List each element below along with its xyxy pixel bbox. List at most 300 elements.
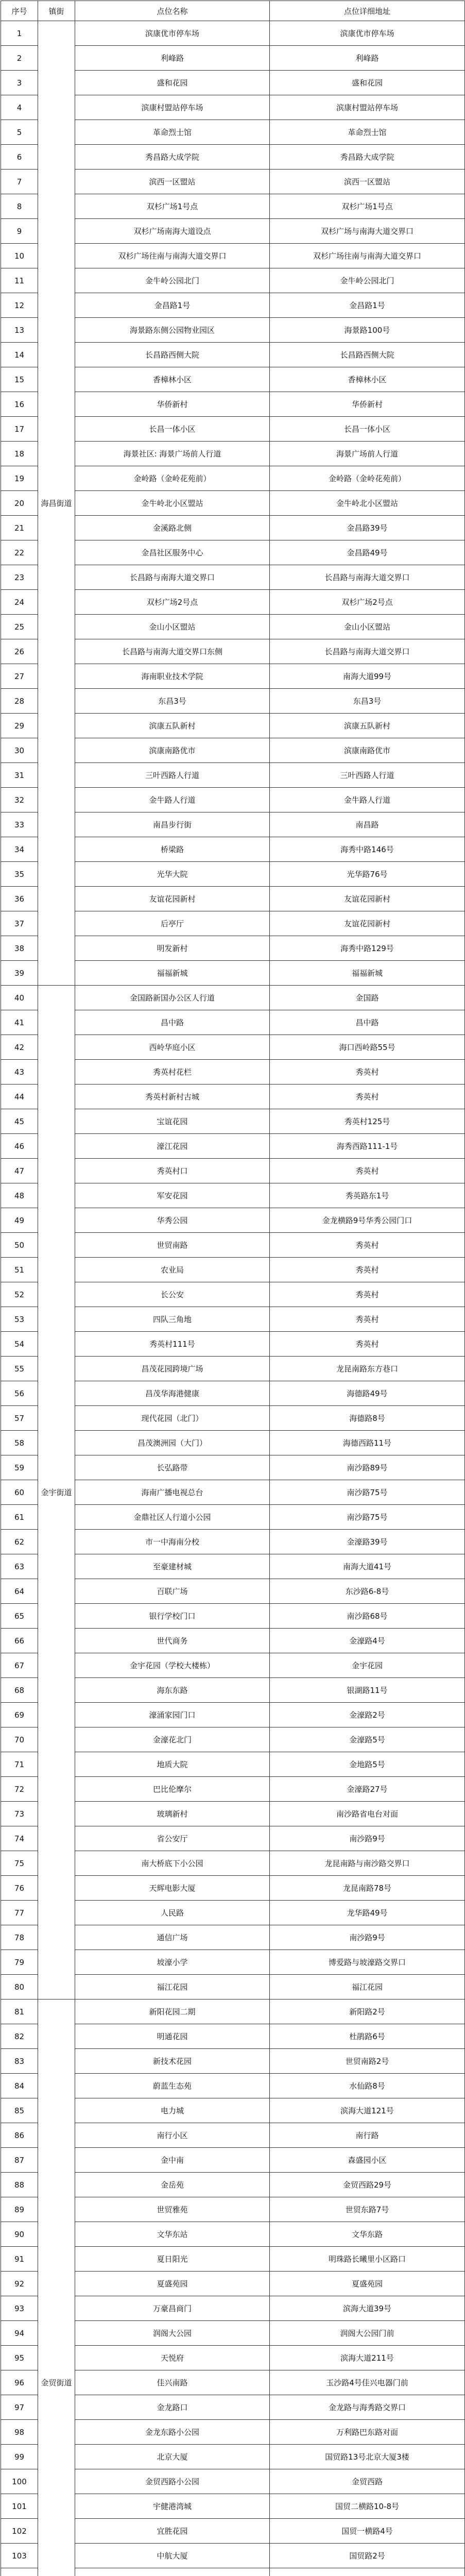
row-index: 101 bbox=[1, 2494, 38, 2519]
town-cell: 金宇街道 bbox=[38, 986, 75, 1999]
point-name: 金中南 bbox=[75, 2148, 270, 2173]
point-address: 国贸路13号北京大厦3楼 bbox=[270, 2445, 465, 2469]
point-address: 秀英路东1号 bbox=[270, 1183, 465, 1208]
row-index: 38 bbox=[1, 936, 38, 961]
point-address: 秀英村 bbox=[270, 1084, 465, 1109]
row-index: 8 bbox=[1, 194, 38, 219]
point-address: 金牛岭公园北门 bbox=[270, 268, 465, 293]
point-name: 双杉广场南海大道设点 bbox=[75, 219, 270, 244]
row-index: 85 bbox=[1, 2098, 38, 2123]
row-index: 84 bbox=[1, 2074, 38, 2098]
row-index: 92 bbox=[1, 2272, 38, 2296]
row-index: 79 bbox=[1, 1950, 38, 1975]
point-address: 南沙路9号 bbox=[270, 1925, 465, 1950]
row-index: 77 bbox=[1, 1901, 38, 1925]
row-index: 55 bbox=[1, 1357, 38, 1381]
point-address: 秀英村 bbox=[270, 1332, 465, 1357]
row-index: 57 bbox=[1, 1406, 38, 1431]
row-index: 10 bbox=[1, 244, 38, 268]
point-name: 昌茂花园跨境广场 bbox=[75, 1357, 270, 1381]
row-index: 34 bbox=[1, 837, 38, 862]
point-name: 农业局 bbox=[75, 1258, 270, 1282]
point-name: 金牛路人行道 bbox=[75, 788, 270, 812]
point-name: 新技术花园 bbox=[75, 2049, 270, 2074]
row-index: 27 bbox=[1, 664, 38, 689]
row-index: 20 bbox=[1, 491, 38, 516]
row-index: 88 bbox=[1, 2173, 38, 2197]
row-index: 102 bbox=[1, 2519, 38, 2544]
point-name: 电力城 bbox=[75, 2098, 270, 2123]
row-index: 6 bbox=[1, 145, 38, 170]
row-index: 59 bbox=[1, 1455, 38, 1480]
point-address: 银湖路11号 bbox=[270, 1678, 465, 1703]
point-name: 至豪建材城 bbox=[75, 1554, 270, 1579]
row-index bbox=[1, 2568, 38, 2576]
point-address: 金濠路39号 bbox=[270, 1530, 465, 1554]
row-index: 66 bbox=[1, 1629, 38, 1653]
point-name: 夏盛苑园 bbox=[75, 2272, 270, 2296]
row-index: 54 bbox=[1, 1332, 38, 1357]
point-name: 夏日阳光 bbox=[75, 2247, 270, 2272]
point-name: 银行学校门口 bbox=[75, 1604, 270, 1629]
point-name: 双杉广场2号点 bbox=[75, 590, 270, 615]
row-index: 64 bbox=[1, 1579, 38, 1604]
point-address bbox=[270, 2568, 465, 2576]
row-index: 2 bbox=[1, 46, 38, 71]
point-name: 明发新村 bbox=[75, 936, 270, 961]
point-name: 天辉电影大厦 bbox=[75, 1876, 270, 1901]
row-index: 7 bbox=[1, 170, 38, 194]
row-index: 91 bbox=[1, 2247, 38, 2272]
point-name: 利峰路 bbox=[75, 46, 270, 71]
point-address: 金龙横路9号华秀公园门口 bbox=[270, 1208, 465, 1233]
row-index: 69 bbox=[1, 1703, 38, 1727]
row-index: 44 bbox=[1, 1084, 38, 1109]
point-address: 南沙路省电台对面 bbox=[270, 1802, 465, 1826]
point-address: 三叶西路人行道 bbox=[270, 763, 465, 788]
point-address: 金濠路4号 bbox=[270, 1629, 465, 1653]
point-address: 滨海大道211号 bbox=[270, 2346, 465, 2370]
point-name: 福江花园 bbox=[75, 1975, 270, 1999]
row-index: 70 bbox=[1, 1727, 38, 1752]
point-address: 长昌路与南海大道交界口 bbox=[270, 565, 465, 590]
point-address: 双杉广场2号点 bbox=[270, 590, 465, 615]
point-address: 龙昆南路东方巷口 bbox=[270, 1357, 465, 1381]
row-index: 103 bbox=[1, 2544, 38, 2568]
row-index: 19 bbox=[1, 466, 38, 491]
row-index: 97 bbox=[1, 2395, 38, 2420]
point-name: 南行小区 bbox=[75, 2123, 270, 2148]
town-cell: 金贸街道 bbox=[38, 1999, 75, 2576]
point-address: 海秀中路129号 bbox=[270, 936, 465, 961]
row-index: 4 bbox=[1, 95, 38, 120]
row-index: 80 bbox=[1, 1975, 38, 1999]
point-name: 军安花园 bbox=[75, 1183, 270, 1208]
point-address: 南海大道99号 bbox=[270, 664, 465, 689]
point-name: 金龙东路小公园 bbox=[75, 2420, 270, 2445]
row-index: 13 bbox=[1, 318, 38, 343]
point-name: 金山小区盟站 bbox=[75, 615, 270, 639]
point-name: 金牛岭北小区盟站 bbox=[75, 491, 270, 516]
row-index: 96 bbox=[1, 2370, 38, 2395]
row-index: 17 bbox=[1, 417, 38, 442]
point-name: 昌茂澳洲园（大门） bbox=[75, 1431, 270, 1455]
row-index: 43 bbox=[1, 1060, 38, 1084]
point-name: 秀英村花栏 bbox=[75, 1060, 270, 1084]
point-name: 光华大院 bbox=[75, 862, 270, 887]
row-index: 60 bbox=[1, 1480, 38, 1505]
row-index: 76 bbox=[1, 1876, 38, 1901]
point-address: 海德西路11号 bbox=[270, 1431, 465, 1455]
point-name: 润阁大公园 bbox=[75, 2321, 270, 2346]
point-address: 滨康优市停车场 bbox=[270, 21, 465, 46]
point-name: 世贸南路 bbox=[75, 1233, 270, 1258]
point-name: 秀昌路大成学院 bbox=[75, 145, 270, 170]
point-address: 滨康五队新村 bbox=[270, 714, 465, 738]
point-address: 滨海大道121号 bbox=[270, 2098, 465, 2123]
point-name: 市一中海南分校 bbox=[75, 1530, 270, 1554]
point-address: 福福新城 bbox=[270, 961, 465, 986]
row-index: 24 bbox=[1, 590, 38, 615]
point-address: 香樟林小区 bbox=[270, 367, 465, 392]
row-index: 37 bbox=[1, 911, 38, 936]
point-name: 桥梁路 bbox=[75, 837, 270, 862]
row-index: 47 bbox=[1, 1159, 38, 1183]
point-name: 长昌一体小区 bbox=[75, 417, 270, 442]
row-index: 3 bbox=[1, 71, 38, 95]
point-name: 滨康五队新村 bbox=[75, 714, 270, 738]
row-index: 1 bbox=[1, 21, 38, 46]
header-address: 点位详细地址 bbox=[270, 1, 465, 21]
point-address: 双杉广场与南海大道交界口 bbox=[270, 219, 465, 244]
point-name: 香樟林小区 bbox=[75, 367, 270, 392]
row-index: 53 bbox=[1, 1307, 38, 1332]
point-address: 双杉广场1号点 bbox=[270, 194, 465, 219]
row-index: 18 bbox=[1, 442, 38, 466]
point-address: 秀英村 bbox=[270, 1258, 465, 1282]
header-town: 镇街 bbox=[38, 1, 75, 21]
point-address: 南海大道41号 bbox=[270, 1554, 465, 1579]
point-address: 秀英村 bbox=[270, 1282, 465, 1307]
point-name: 海南职业技术学院 bbox=[75, 664, 270, 689]
point-name: 金岳苑 bbox=[75, 2173, 270, 2197]
point-name: 中航大厦 bbox=[75, 2544, 270, 2568]
point-name: 华侨新村 bbox=[75, 392, 270, 417]
point-address: 秀英村 bbox=[270, 1060, 465, 1084]
point-name: 金贸西路小公园 bbox=[75, 2469, 270, 2494]
point-address: 长昌一体小区 bbox=[270, 417, 465, 442]
row-index: 14 bbox=[1, 343, 38, 367]
point-address: 利峰路 bbox=[270, 46, 465, 71]
point-address: 水仙路8号 bbox=[270, 2074, 465, 2098]
point-name: 滨西一区盟站 bbox=[75, 170, 270, 194]
row-index: 12 bbox=[1, 293, 38, 318]
point-name: 长昌路西侧大院 bbox=[75, 343, 270, 367]
point-name: 四队三角地 bbox=[75, 1307, 270, 1332]
point-name: 宇健港湾城 bbox=[75, 2494, 270, 2519]
point-name: 金岭路（金岭花苑前） bbox=[75, 466, 270, 491]
point-name: 长公安 bbox=[75, 1282, 270, 1307]
point-name: 滨康优市停车场 bbox=[75, 21, 270, 46]
point-address: 海德路8号 bbox=[270, 1406, 465, 1431]
point-address: 金濠路27号 bbox=[270, 1777, 465, 1802]
point-address: 革命烈士馆 bbox=[270, 120, 465, 145]
point-address: 友谊花园新村 bbox=[270, 887, 465, 911]
point-address: 南沙路68号 bbox=[270, 1604, 465, 1629]
row-index: 71 bbox=[1, 1752, 38, 1777]
point-address: 金龙路与海秀路交界口 bbox=[270, 2395, 465, 2420]
row-index: 31 bbox=[1, 763, 38, 788]
point-name: 巴比伦摩尔 bbox=[75, 1777, 270, 1802]
point-name: 海景社区: 海景广场前人行道 bbox=[75, 442, 270, 466]
row-index: 42 bbox=[1, 1035, 38, 1060]
row-index: 89 bbox=[1, 2197, 38, 2222]
point-name: 西岭华庭小区 bbox=[75, 1035, 270, 1060]
point-address: 南沙路89号 bbox=[270, 1455, 465, 1480]
row-index: 23 bbox=[1, 565, 38, 590]
row-index: 26 bbox=[1, 639, 38, 664]
row-index: 87 bbox=[1, 2148, 38, 2173]
row-index: 33 bbox=[1, 812, 38, 837]
row-index: 48 bbox=[1, 1183, 38, 1208]
row-index: 46 bbox=[1, 1134, 38, 1159]
point-address: 金濠路5号 bbox=[270, 1727, 465, 1752]
point-name: 万豪昌商门 bbox=[75, 2296, 270, 2321]
point-address: 滨康村盟站停车场 bbox=[270, 95, 465, 120]
row-index: 30 bbox=[1, 738, 38, 763]
row-index: 83 bbox=[1, 2049, 38, 2074]
point-address: 南沙路9号 bbox=[270, 1826, 465, 1851]
point-address: 杜鹃路6号 bbox=[270, 2024, 465, 2049]
row-index: 29 bbox=[1, 714, 38, 738]
point-address: 万利路巴东路对面 bbox=[270, 2420, 465, 2445]
point-address: 世贸南路2号 bbox=[270, 2049, 465, 2074]
point-name: 世贸雅苑 bbox=[75, 2197, 270, 2222]
point-name: 明通花园 bbox=[75, 2024, 270, 2049]
point-address: 龙昆南路与南沙路交界口 bbox=[270, 1851, 465, 1876]
point-address: 双杉广场往南与南海大道交界口 bbox=[270, 244, 465, 268]
row-index: 15 bbox=[1, 367, 38, 392]
row-index: 28 bbox=[1, 689, 38, 714]
point-address: 世贸东路7号 bbox=[270, 2197, 465, 2222]
point-name: 长昌路与南海大道交界口 bbox=[75, 565, 270, 590]
point-address: 滨海大道39号 bbox=[270, 2296, 465, 2321]
row-index: 52 bbox=[1, 1282, 38, 1307]
point-address: 森盛园小区 bbox=[270, 2148, 465, 2173]
point-name: 双杉广场往南与南海大道交界口 bbox=[75, 244, 270, 268]
point-address: 南行路 bbox=[270, 2123, 465, 2148]
point-name: 海南广播电视总台 bbox=[75, 1480, 270, 1505]
point-name: 金宇花园（学校大楼栋） bbox=[75, 1653, 270, 1678]
point-name: 金溪路北侧 bbox=[75, 516, 270, 540]
point-address: 金牛岭北小区盟站 bbox=[270, 491, 465, 516]
point-address: 海秀中路146号 bbox=[270, 837, 465, 862]
point-address: 金贸西路29号 bbox=[270, 2173, 465, 2197]
town-cell: 海昌街道 bbox=[38, 21, 75, 986]
point-address: 博爱路与坡濠路交界口 bbox=[270, 1950, 465, 1975]
point-name: 金鼎社区人行道小公园 bbox=[75, 1505, 270, 1530]
row-index: 67 bbox=[1, 1653, 38, 1678]
point-address: 金地路5号 bbox=[270, 1752, 465, 1777]
point-address: 华侨新村 bbox=[270, 392, 465, 417]
point-address: 金岭路（金岭花苑前） bbox=[270, 466, 465, 491]
point-name: 昌茂华海港健康 bbox=[75, 1381, 270, 1406]
point-address: 金贸西路 bbox=[270, 2469, 465, 2494]
point-address: 金宇花园 bbox=[270, 1653, 465, 1678]
point-name: 宜胜花园 bbox=[75, 2519, 270, 2544]
point-name: 华秀公园 bbox=[75, 1208, 270, 1233]
point-address: 金昌路49号 bbox=[270, 540, 465, 565]
row-index: 21 bbox=[1, 516, 38, 540]
point-name: 金牛岭公园北门 bbox=[75, 268, 270, 293]
row-index: 11 bbox=[1, 268, 38, 293]
row-index: 75 bbox=[1, 1851, 38, 1876]
point-name: 双杉广场1号点 bbox=[75, 194, 270, 219]
point-address: 新阳路2号 bbox=[270, 1999, 465, 2024]
row-index: 16 bbox=[1, 392, 38, 417]
point-name: 长弘路带 bbox=[75, 1455, 270, 1480]
point-address: 金国路 bbox=[270, 986, 465, 1010]
point-address: 秀昌路大成学院 bbox=[270, 145, 465, 170]
point-name: 天悦府 bbox=[75, 2346, 270, 2370]
point-name: 现代花园（北门） bbox=[75, 1406, 270, 1431]
row-index: 93 bbox=[1, 2296, 38, 2321]
point-address: 夏盛苑园 bbox=[270, 2272, 465, 2296]
point-name: 坡濠小学 bbox=[75, 1950, 270, 1975]
point-address: 海景广场前人行道 bbox=[270, 442, 465, 466]
point-address: 海景路100号 bbox=[270, 318, 465, 343]
table-row bbox=[1, 1999, 465, 2024]
point-name: 南大桥底下小公园 bbox=[75, 1851, 270, 1876]
row-index: 74 bbox=[1, 1826, 38, 1851]
row-index: 56 bbox=[1, 1381, 38, 1406]
point-name: 滨康南路优市 bbox=[75, 738, 270, 763]
point-name: 文华东站 bbox=[75, 2222, 270, 2247]
point-address: 长昌路西侧大院 bbox=[270, 343, 465, 367]
point-name: 秀英村新村古城 bbox=[75, 1084, 270, 1109]
row-index: 25 bbox=[1, 615, 38, 639]
point-name: 宝谊花园 bbox=[75, 1109, 270, 1134]
table-body bbox=[1, 21, 465, 2576]
point-name: 北京大厦 bbox=[75, 2445, 270, 2469]
point-address: 光华路76号 bbox=[270, 862, 465, 887]
point-address: 南沙路75号 bbox=[270, 1505, 465, 1530]
point-name: 福福新城 bbox=[75, 961, 270, 986]
row-index: 40 bbox=[1, 986, 38, 1010]
row-index: 94 bbox=[1, 2321, 38, 2346]
point-address: 南沙路75号 bbox=[270, 1480, 465, 1505]
point-name: 通信广场 bbox=[75, 1925, 270, 1950]
point-address: 海德路49号 bbox=[270, 1381, 465, 1406]
point-address: 金濠路2号 bbox=[270, 1703, 465, 1727]
document-sheet bbox=[0, 1, 465, 2576]
point-address: 福江花园 bbox=[270, 1975, 465, 1999]
point-name: 海景路东侧公园物业园区 bbox=[75, 318, 270, 343]
point-name: 秀英村口 bbox=[75, 1159, 270, 1183]
row-index: 72 bbox=[1, 1777, 38, 1802]
point-address: 长昌路与南海大道交界口 bbox=[270, 639, 465, 664]
point-address: 文华东路 bbox=[270, 2222, 465, 2247]
point-name: 后亭厅 bbox=[75, 911, 270, 936]
point-address: 龙华路49号 bbox=[270, 1901, 465, 1925]
point-address: 明珠路长曦里小区路口 bbox=[270, 2247, 465, 2272]
row-index: 82 bbox=[1, 2024, 38, 2049]
point-address: 南昌路 bbox=[270, 812, 465, 837]
point-name: 秀英村111号 bbox=[75, 1332, 270, 1357]
point-name: 东昌3号 bbox=[75, 689, 270, 714]
point-address: 龙昆南路78号 bbox=[270, 1876, 465, 1901]
point-address: 盛和花园 bbox=[270, 71, 465, 95]
row-index: 9 bbox=[1, 219, 38, 244]
point-address: 润阁大公园门前 bbox=[270, 2321, 465, 2346]
point-address: 国贸二横路10-8号 bbox=[270, 2494, 465, 2519]
point-address: 秀英村 bbox=[270, 1159, 465, 1183]
point-name: 省公安厅 bbox=[75, 1826, 270, 1851]
point-name: 三叶西路人行道 bbox=[75, 763, 270, 788]
row-index: 65 bbox=[1, 1604, 38, 1629]
row-index: 45 bbox=[1, 1109, 38, 1134]
table-header-row bbox=[1, 1, 465, 21]
row-index: 36 bbox=[1, 887, 38, 911]
point-name: 濠江花园 bbox=[75, 1134, 270, 1159]
point-name: 金龙路口 bbox=[75, 2395, 270, 2420]
point-address: 金昌路39号 bbox=[270, 516, 465, 540]
row-index: 98 bbox=[1, 2420, 38, 2445]
row-index: 32 bbox=[1, 788, 38, 812]
point-address: 金山小区盟站 bbox=[270, 615, 465, 639]
point-name: 佳兴南路 bbox=[75, 2370, 270, 2395]
table-row bbox=[1, 21, 465, 46]
point-address: 金牛路人行道 bbox=[270, 788, 465, 812]
row-index: 35 bbox=[1, 862, 38, 887]
point-address: 友谊花园新村 bbox=[270, 911, 465, 936]
point-address: 国贸一横路4号 bbox=[270, 2519, 465, 2544]
point-name: 世代商务 bbox=[75, 1629, 270, 1653]
row-index: 90 bbox=[1, 2222, 38, 2247]
header-index: 序号 bbox=[1, 1, 38, 21]
point-name: 金昌路1号 bbox=[75, 293, 270, 318]
row-index: 41 bbox=[1, 1010, 38, 1035]
point-address: 滨西一区盟站 bbox=[270, 170, 465, 194]
row-index: 68 bbox=[1, 1678, 38, 1703]
row-index: 61 bbox=[1, 1505, 38, 1530]
row-index: 50 bbox=[1, 1233, 38, 1258]
point-name: 新阳花园二期 bbox=[75, 1999, 270, 2024]
point-address: 秀英村125号 bbox=[270, 1109, 465, 1134]
header-name: 点位名称 bbox=[75, 1, 270, 21]
point-address: 国贸路2号 bbox=[270, 2544, 465, 2568]
point-name bbox=[75, 2568, 270, 2576]
point-address: 滨康南路优市 bbox=[270, 738, 465, 763]
point-name: 长昌路与南海大道交界口东侧 bbox=[75, 639, 270, 664]
point-name: 昌中路 bbox=[75, 1010, 270, 1035]
row-index: 86 bbox=[1, 2123, 38, 2148]
point-name: 玻璃新村 bbox=[75, 1802, 270, 1826]
point-name: 海东东路 bbox=[75, 1678, 270, 1703]
row-index: 5 bbox=[1, 120, 38, 145]
point-address: 海秀西路111-1号 bbox=[270, 1134, 465, 1159]
point-address: 秀英村 bbox=[270, 1307, 465, 1332]
point-name: 革命烈士馆 bbox=[75, 120, 270, 145]
row-index: 99 bbox=[1, 2445, 38, 2469]
point-name: 滨康村盟站停车场 bbox=[75, 95, 270, 120]
row-index: 51 bbox=[1, 1258, 38, 1282]
row-index: 63 bbox=[1, 1554, 38, 1579]
point-location-table bbox=[1, 1, 465, 2576]
row-index: 95 bbox=[1, 2346, 38, 2370]
row-index: 78 bbox=[1, 1925, 38, 1950]
point-name: 友谊花园新村 bbox=[75, 887, 270, 911]
